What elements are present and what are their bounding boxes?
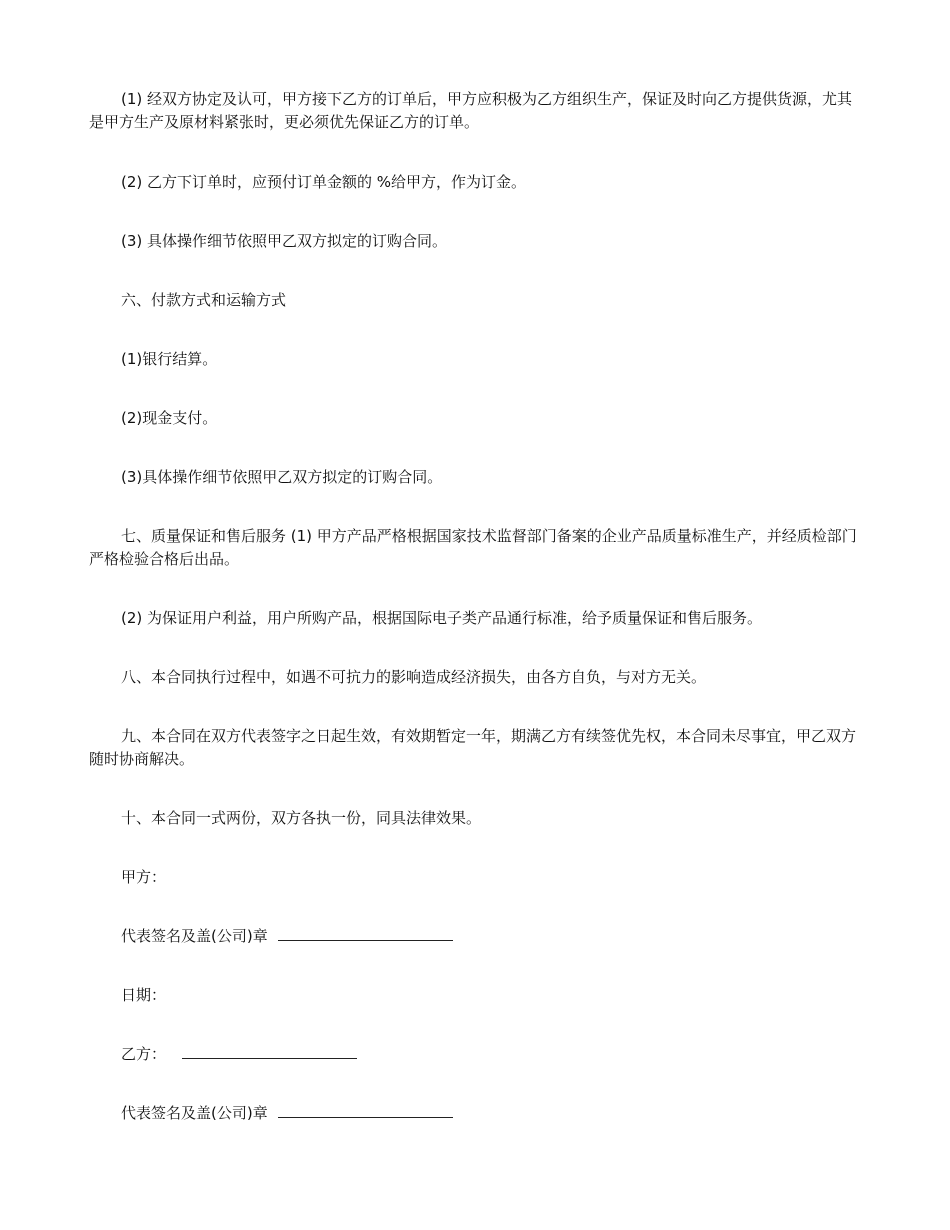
party-b-signature-line[interactable]: [182, 1044, 357, 1059]
party-b-label: 乙方：: [121, 1045, 167, 1063]
paragraph-clause-6-3: (3)具体操作细节依照甲乙双方拟定的订购合同。: [121, 468, 443, 486]
paragraph-clause-5-2: (2) 乙方下订单时，应预付订单金额的 %给甲方，作为订金。: [121, 173, 527, 191]
paragraph-clause-5-3: (3) 具体操作细节依照甲乙双方拟定的订购合同。: [121, 232, 448, 250]
paragraph-clause-7-2: (2) 为保证用户利益，用户所购产品，根据国际电子类产品通行标准，给予质量保证和售后服务。: [121, 609, 763, 627]
party-a-rep-label: 代表签名及盖(公司)章: [121, 927, 268, 945]
paragraph-clause-6-2: (2)现金支付。: [121, 409, 218, 427]
party-b-rep-signature-line[interactable]: [278, 1103, 453, 1118]
party-a-label: 甲方：: [121, 868, 167, 886]
section-heading-payment: 六、付款方式和运输方式: [121, 291, 287, 309]
paragraph-clause-5-1: (1) 经双方协定及认可，甲方接下乙方的订单后，甲方应积极为乙方组织生产，保证及时向乙方提供货源，尤其是甲方生产及原材料紧张时，更必须优先保证乙方的订单。: [89, 90, 853, 131]
paragraph-clause-10: 十、本合同一式两份，双方各执一份，同具法律效果。: [121, 809, 482, 827]
paragraph-clause-8: 八、本合同执行过程中，如遇不可抗力的影响造成经济损失，由各方自负，与对方无关。: [121, 668, 707, 686]
party-b-signature-row: [89, 1102, 861, 1125]
party-a-signature-line[interactable]: [278, 926, 453, 941]
paragraph-clause-6-1: (1)银行结算。: [121, 350, 218, 368]
paragraph-clause-9: 九、本合同在双方代表签字之日起生效，有效期暂定一年，期满乙方有续签优先权，本合同未尽事宜，甲乙双方随时协商解决。: [89, 727, 857, 768]
party-b-row: [89, 1043, 861, 1066]
date-label: 日期：: [121, 986, 167, 1004]
party-a-signature-row: [89, 925, 861, 948]
party-b-rep-label: 代表签名及盖(公司)章: [121, 1104, 268, 1122]
paragraph-clause-7-1: 七、质量保证和售后服务 (1) 甲方产品严格根据国家技术监督部门备案的企业产品质量标准生产，并经质检部门严格检验合格后出品。: [89, 527, 857, 568]
